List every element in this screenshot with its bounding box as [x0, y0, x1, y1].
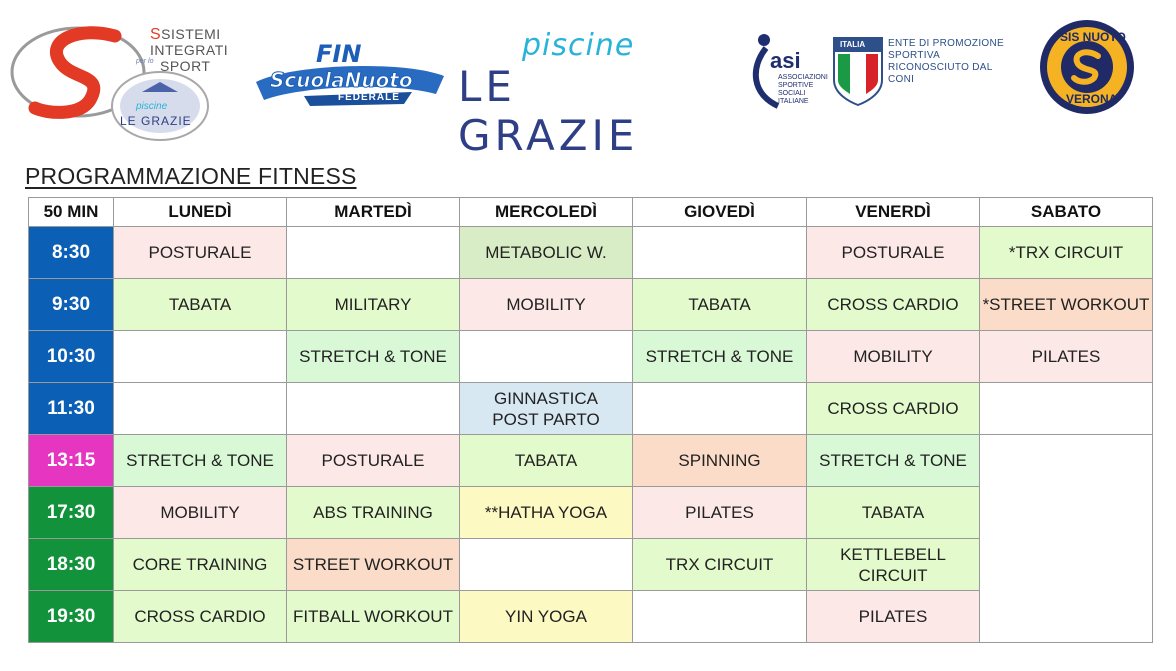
- italia-coni-logo: [832, 36, 1004, 106]
- sis-nuoto-top: SIS NUOTO: [1060, 30, 1126, 44]
- sistemi-line3: SPORT: [160, 58, 211, 74]
- class-cell-empty: [980, 435, 1153, 643]
- class-cell: STRETCH & TONE: [114, 435, 287, 487]
- time-slot-row: [29, 383, 1153, 435]
- time-cell: 9:30: [29, 279, 114, 331]
- class-cell: *TRX CIRCUIT: [980, 227, 1153, 279]
- class-cell: MILITARY: [287, 279, 460, 331]
- class-cell: SPINNING: [633, 435, 807, 487]
- class-cell: [633, 383, 807, 435]
- class-cell: KETTLEBELL CIRCUIT: [807, 539, 980, 591]
- day-header: GIOVEDÌ: [633, 198, 807, 227]
- class-name-line: GINNASTICA: [494, 388, 598, 408]
- asi-logo: [748, 28, 828, 110]
- class-cell: STRETCH & TONE: [633, 331, 807, 383]
- asi-subtitle: ASSOCIAZIONI SPORTIVE SOCIALI ITALIANE: [778, 74, 828, 105]
- time-cell: 11:30: [29, 383, 114, 435]
- time-cell: 8:30: [29, 227, 114, 279]
- asi-word: asi: [770, 48, 801, 73]
- class-cell: STREET WORKOUT: [287, 539, 460, 591]
- class-cell: CROSS CARDIO: [114, 591, 287, 643]
- day-header: VENERDÌ: [807, 198, 980, 227]
- time-slot-row: [29, 279, 1153, 331]
- piscine-bottom: LE GRAZIE: [458, 62, 639, 160]
- header-row: [29, 198, 1153, 227]
- class-cell: TABATA: [460, 435, 633, 487]
- class-cell: CORE TRAINING: [114, 539, 287, 591]
- sistemi-small: per lo: [136, 58, 154, 65]
- piscine-top: piscine: [522, 28, 635, 63]
- sistemi-line2: INTEGRATI: [150, 42, 229, 58]
- time-cell: 19:30: [29, 591, 114, 643]
- class-cell: [633, 591, 807, 643]
- class-cell: MOBILITY: [807, 331, 980, 383]
- fin-top: FIN: [316, 40, 362, 68]
- class-cell: ABS TRAINING: [287, 487, 460, 539]
- fin-middle: ScuolaNuoto: [270, 68, 413, 92]
- day-header: LUNEDÌ: [114, 198, 287, 227]
- class-cell: [980, 383, 1153, 435]
- class-cell: YIN YOGA: [460, 591, 633, 643]
- page-title: PROGRAMMAZIONE FITNESS: [25, 163, 357, 189]
- class-cell: METABOLIC W.: [460, 227, 633, 279]
- sistemi-line1: SISTEMI: [161, 26, 221, 42]
- class-cell: [460, 383, 633, 435]
- class-cell: TABATA: [807, 487, 980, 539]
- integrati-word: [150, 42, 228, 58]
- day-header: MERCOLEDÌ: [460, 198, 633, 227]
- class-cell: STRETCH & TONE: [287, 331, 460, 383]
- logo-bar: [0, 0, 1176, 160]
- sistemi-word: SSISTEMI: [150, 26, 221, 43]
- class-cell: FITBALL WORKOUT: [287, 591, 460, 643]
- sistemi-integrati-sport-logo: [10, 22, 255, 142]
- class-cell: CROSS CARDIO: [807, 383, 980, 435]
- duration-header: 50 MIN: [29, 198, 114, 227]
- class-cell: POSTURALE: [114, 227, 287, 279]
- class-cell: [114, 383, 287, 435]
- class-cell: [460, 331, 633, 383]
- sis-nuoto-bottom: VERONA: [1066, 92, 1118, 106]
- class-cell: POSTURALE: [287, 435, 460, 487]
- class-name-line: POST PARTO: [492, 409, 600, 429]
- time-slot-row: [29, 227, 1153, 279]
- time-cell: 17:30: [29, 487, 114, 539]
- class-cell: TABATA: [633, 279, 807, 331]
- fitness-schedule-table: [28, 197, 1153, 643]
- piscine-le-grazie-logo: [458, 28, 708, 160]
- class-cell: [287, 383, 460, 435]
- class-cell: [633, 227, 807, 279]
- italia-badge: ITALIA: [840, 40, 866, 49]
- class-cell: POSTURALE: [807, 227, 980, 279]
- class-cell: *STREET WORKOUT: [980, 279, 1153, 331]
- time-cell: 13:15: [29, 435, 114, 487]
- day-header: SABATO: [980, 198, 1153, 227]
- class-cell: PILATES: [633, 487, 807, 539]
- time-slot-row: [29, 435, 1153, 487]
- fin-bottom: FEDERALE: [338, 92, 400, 103]
- sistemi-inner-bottom: LE GRAZIE: [120, 114, 192, 128]
- time-slot-row: [29, 331, 1153, 383]
- sistemi-inner-top: piscine: [136, 101, 168, 112]
- class-cell: STRETCH & TONE: [807, 435, 980, 487]
- class-cell: [287, 227, 460, 279]
- class-cell: MOBILITY: [460, 279, 633, 331]
- class-cell: [114, 331, 287, 383]
- italia-text: ENTE DI PROMOZIONE SPORTIVA RICONOSCIUTO DAL CONI: [888, 38, 1004, 85]
- sis-nuoto-verona-logo: [1038, 18, 1136, 116]
- schedule-body: [29, 227, 1153, 643]
- class-cell: TABATA: [114, 279, 287, 331]
- class-cell: PILATES: [807, 591, 980, 643]
- fin-scuolanuoto-logo: [252, 42, 448, 108]
- class-cell: **HATHA YOGA: [460, 487, 633, 539]
- time-cell: 10:30: [29, 331, 114, 383]
- class-cell: [460, 539, 633, 591]
- sport-word: [160, 58, 210, 74]
- class-cell: PILATES: [980, 331, 1153, 383]
- day-header: MARTEDÌ: [287, 198, 460, 227]
- time-cell: 18:30: [29, 539, 114, 591]
- class-cell: TRX CIRCUIT: [633, 539, 807, 591]
- class-cell: MOBILITY: [114, 487, 287, 539]
- class-cell: CROSS CARDIO: [807, 279, 980, 331]
